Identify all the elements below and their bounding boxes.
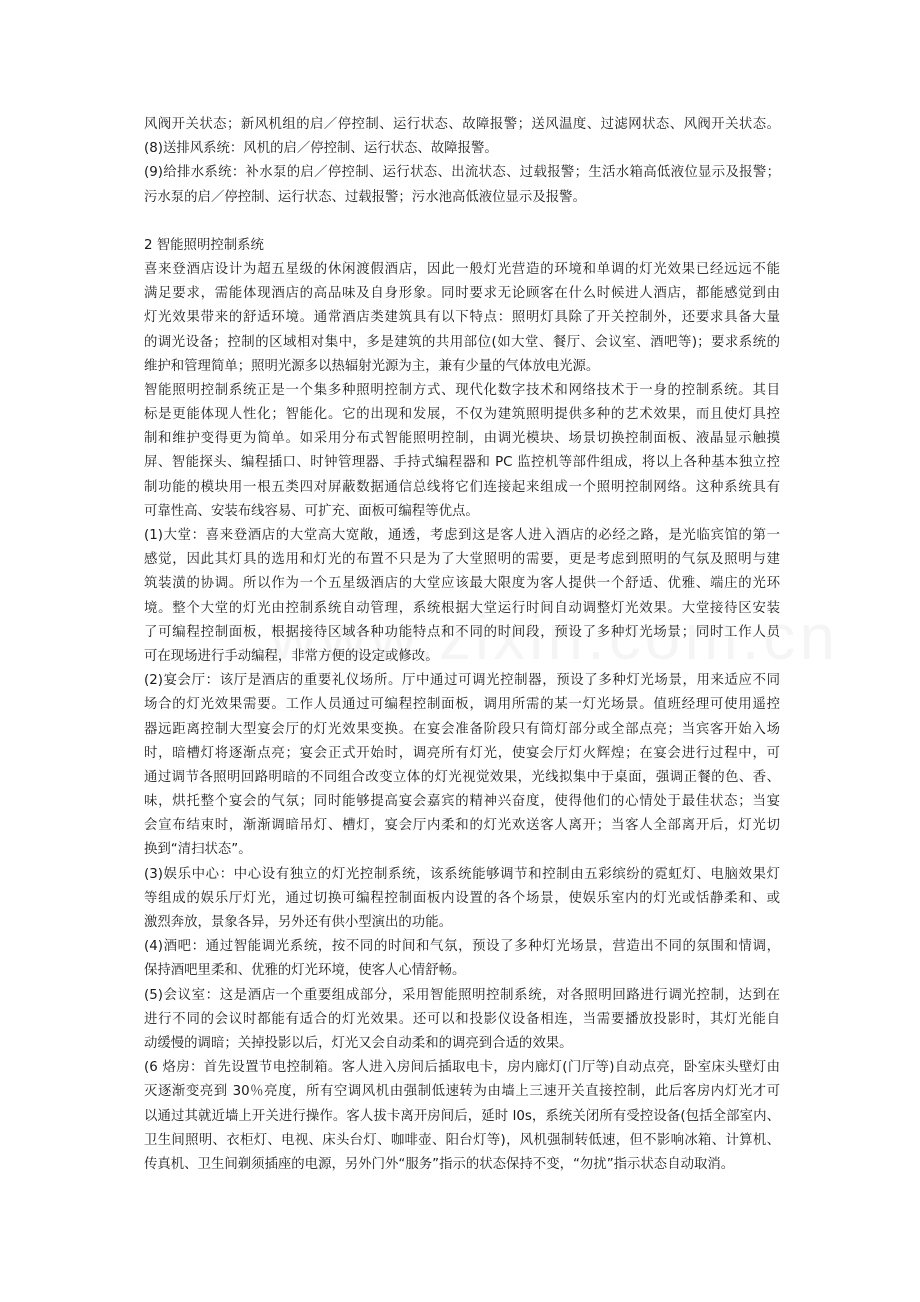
text-line: 灯光效果带来的舒适环境。通常酒店类建筑具有以下特点：照明灯具除了开关控制外，还要求具备大量	[144, 310, 780, 326]
text-line: 标是更能体现人性化；智能化。它的出现和发展，不仅为建筑照明提供多种的艺术效果，而且使灯具控	[144, 407, 780, 423]
text-line: 卫生间照明、衣柜灯、电视、床头台灯、咖啡壶、阳台灯等)，风机强制转低速，但不影响冰箱、计算机、	[144, 1132, 780, 1148]
text-line: 屏、智能探头、编程插口、时钟管理器、手持式编程器和 PC 监控机等部件组成，将以上各种基本独立控	[144, 455, 780, 471]
text-line: 进行不同的会议时都能有适合的灯光效果。还可以和投影仪设备相连，当需要播放投影时，其灯光能自	[144, 1011, 780, 1027]
paragraph-gap	[144, 210, 780, 234]
text-line: 保持酒吧里柔和、优雅的灯光环境，使客人心情舒畅。	[144, 963, 466, 979]
text-line: (2)宴会厅：该厅是酒店的重要礼仪场所。厅中通过可调光控制器，预设了多种灯光场景，用来适应不同	[144, 673, 780, 689]
text-line: (3)娱乐中心：中心设有独立的灯光控制系统，该系统能够调节和控制由五彩缤纷的霓虹灯、电脑效果灯	[144, 866, 780, 882]
text-line: (4)酒吧：通过智能调光系统，按不同的时间和气氛，预设了多种灯光场景，营造出不同的氛围和情调，	[144, 939, 780, 955]
text-line: (9)给排水系统：补水泵的启／停控制、运行状态、出流状态、过载报警；生活水箱高低液位显示及报警；	[144, 165, 780, 181]
text-line: 风阀开关状态；新风机组的启／停控制、运行状态、故障报警；送风温度、过滤网状态、风阀开关状态。	[144, 117, 780, 132]
hvac-monitoring-paragraphs	[144, 113, 780, 210]
text-line: 制功能的模块用一根五类四对屏蔽数据通信总线将它们连接起来组成一个照明控制网络。这种系统具有	[144, 479, 780, 495]
text-line: 等组成的娱乐厅灯光，通过切换可编程控制面板内设置的各个场景，使娱乐室内的灯光或恬静柔和、或	[144, 890, 780, 906]
text-line: 智能照明控制系统正是一个集多种照明控制方式、现代化数字技术和网络技术于一身的控制系统。其目	[144, 382, 780, 398]
text-line: 激烈奔放，景象各异，另外还有供小型演出的功能。	[144, 915, 452, 930]
text-line: 器远距离控制大型宴会厅的灯光效果变换。在宴会准备阶段只有筒灯部分或全部点亮；当宾客开始入场	[144, 721, 780, 737]
text-line: 喜来登酒店设计为超五星级的休闲渡假酒店，因此一般灯光营造的环境和单调的灯光效果已经远远不能	[144, 261, 780, 277]
text-line: 了可编程控制面板，根据接待区域各种功能特点和不同的时间段，预设了多种灯光场景；同时工作人员	[144, 624, 780, 640]
text-line: 传真机、卫生间剃须插座的电源，另外门外“服务”指示的状态保持不变，“勿扰”指示状态自动取消。	[144, 1156, 735, 1172]
text-line: 制和维护变得更为简单。如采用分布式智能照明控制，由调光模块、场景切换控制面板、液晶显示触摸	[144, 431, 780, 447]
text-line: 灭逐渐变亮到 30％亮度，所有空调风机由强制低速转为由墙上三速开关直接控制，此后客房内灯光才可	[144, 1084, 780, 1100]
text-line: 动缓慢的调暗；关掉投影以后，灯光又会自动柔和的调亮到合适的效果。	[144, 1035, 573, 1051]
text-line: (1)大堂：喜来登酒店的大堂高大宽敞，通透，考虑到这是客人进入酒店的必经之路，是光临宾馆的第一	[144, 528, 780, 543]
text-line: 以通过其就近墙上开关进行操作。客人拔卡离开房间后，延时 l0s，系统关闭所有受控设备(包括全部室内、	[144, 1108, 780, 1124]
text-line: 境。整个大堂的灯光由控制系统自动管理，系统根据大堂运行时间自动调整灯光效果。大堂接待区安装	[144, 600, 780, 616]
text-line: 场合的灯光效果需要。工作人员通过可编程控制面板，调用所需的某一灯光场景。值班经理可使用遥控	[144, 697, 780, 713]
document-page	[144, 113, 780, 1177]
text-line: 时，暗槽灯将逐渐点亮；宴会正式开始时，调亮所有灯光，使宴会厅灯火辉煌；在宴会进行过程中，可	[144, 745, 780, 761]
text-line: (6 烙房：首先设置节电控制箱。客人进入房间后插取电卡，房内廊灯(门厅等)自动点亮，卧室床头壁灯由	[144, 1060, 780, 1076]
text-line: (5)会议室：这是酒店一个重要组成部分，采用智能照明控制系统，对各照明回路进行调光控制，达到在	[144, 987, 780, 1003]
text-line: 会宣布结束时，渐渐调暗吊灯、槽灯，宴会厅内柔和的灯光欢送客人离开；当客人全部离开后，灯光切	[144, 818, 780, 834]
text-line: 换到“清扫状态”。	[144, 842, 252, 858]
text-line: (8)送排风系统：风机的启／停控制、运行状态、故障报警。	[144, 141, 498, 157]
text-line: 可在现场进行手动编程，非常方便的设定或修改。	[144, 648, 439, 664]
text-line: 通过调节各照明回路明暗的不同组合改变立体的灯光视觉效果，光线拟集中于桌面，强调正餐的色、香、	[144, 769, 780, 785]
section-heading: 2 智能照明控制系统	[144, 237, 264, 253]
text-line: 的调光设备；控制的区域相对集中，多是建筑的共用部位(如大堂、餐厅、会议室、酒吧等)；要求系统的	[144, 334, 780, 350]
text-line: 筑装潢的协调。所以作为一个五星级酒店的大堂应该最大限度为客人提供一个舒适、优雅、端庄的光环	[144, 576, 780, 592]
text-line: 感觉，因此其灯具的选用和灯光的布置不只是为了大堂照明的需要，更是考虑到照明的气氛及照明与建	[144, 552, 780, 568]
text-line: 满足要求，需能体现酒店的高品味及自身形象。同时要求无论顾客在什么时候进人酒店，都能感觉到由	[144, 286, 780, 302]
text-line: 污水泵的启／停控制、运行状态、过载报警；污水池高低液位显示及报警。	[144, 189, 586, 205]
text-line: 可靠性高、安装布线容易、可扩充、面板可编程等优点。	[144, 503, 479, 519]
text-line: 维护和管理简单；照明光源多以热辐射光源为主，兼有少量的气体放电光源。	[144, 358, 600, 374]
lighting-control-section	[144, 234, 780, 1177]
text-line: 味，烘托整个宴会的气氛；同时能够提高宴会嘉宾的精神兴奋度，使得他们的心情处于最佳状态；当宴	[144, 794, 780, 810]
